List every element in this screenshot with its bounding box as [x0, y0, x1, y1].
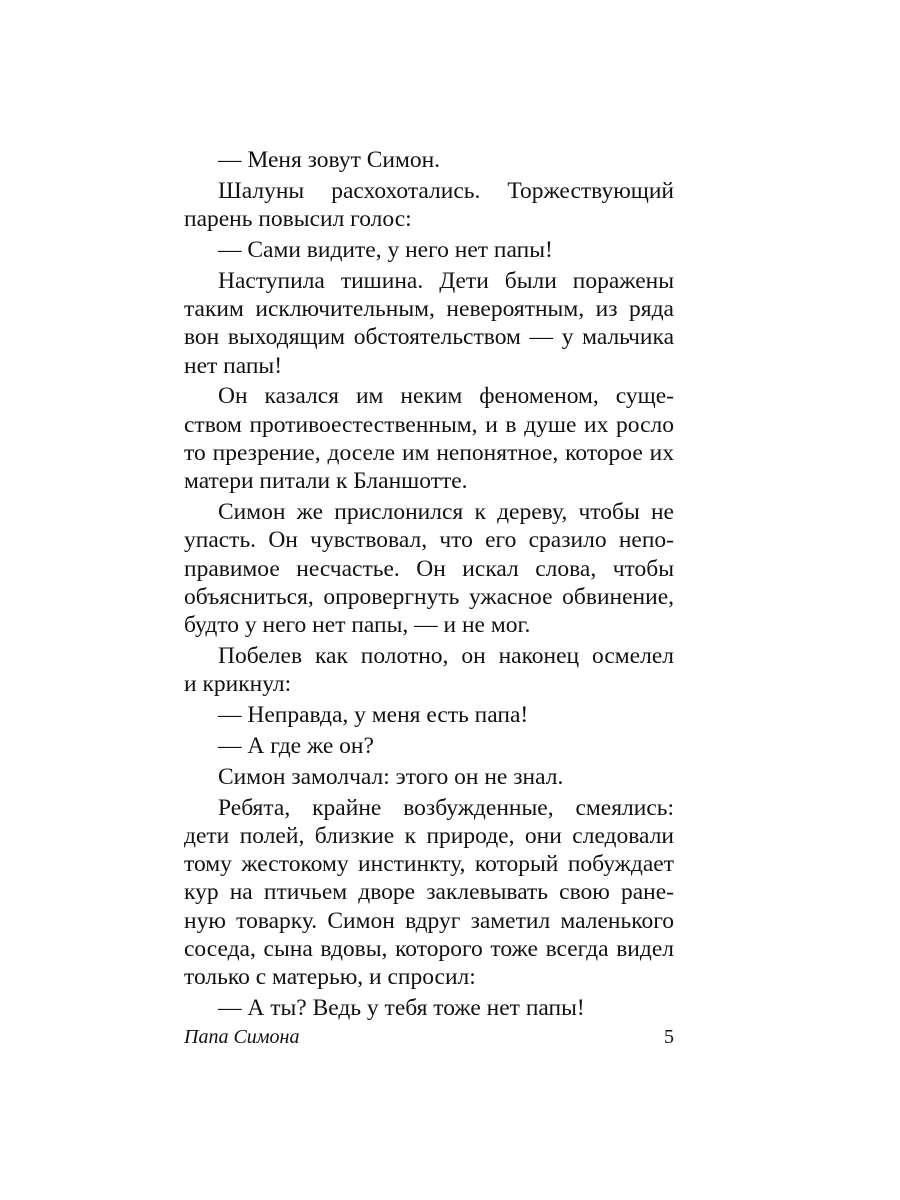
- text-line: ством противоестественным, и в душе их росло: [184, 411, 674, 438]
- text-line: будто у него нет папы, — и не мог.: [184, 612, 531, 639]
- text-line: — Неправда, у меня есть папа!: [218, 702, 529, 729]
- text-line: матери питали к Бланшотте.: [184, 468, 468, 495]
- text-line: парень повысил голос:: [184, 206, 412, 233]
- text-line: Шалуны расхохотались. Торжествующий: [218, 177, 674, 204]
- text-line: Он казался им неким феноменом, суще-: [218, 383, 674, 410]
- text-line: — Меня зовут Симон.: [218, 147, 441, 173]
- text-line: правимое несчастье. Он искал слова, чтобы: [184, 555, 674, 582]
- text-line: то презрение, доселе им непонятное, которое их: [184, 439, 674, 466]
- paragraph: [184, 382, 674, 495]
- text-line: кур на птичьем дворе заклевывать свою ране-: [184, 879, 674, 906]
- text-line: нет папы!: [184, 352, 283, 379]
- text-line: и крикнул:: [184, 671, 292, 698]
- text-line: соседа, сына вдовы, которого тоже всегда видел: [184, 936, 674, 963]
- text-line: упасть. Он чувствовал, что его сразило непо-: [184, 527, 674, 554]
- text-line: — А ты? Ведь у тебя тоже нет папы!: [218, 995, 585, 1022]
- paragraph: [184, 498, 674, 639]
- text-line: тому жестокому инстинкту, который побуждает: [184, 851, 674, 878]
- text-line: объясниться, опровергнуть ужасное обвинение,: [184, 583, 674, 610]
- paragraph: [184, 236, 674, 264]
- text-line: таким исключительным, невероятным, из ряда: [184, 295, 674, 322]
- paragraph: [184, 794, 674, 992]
- text-line: — А где же он?: [218, 732, 374, 759]
- text-line: Побелев как полотно, он наконец осмелел: [218, 643, 674, 670]
- page-footer: [184, 1024, 674, 1054]
- paragraph: [184, 146, 674, 174]
- text-line: — Сами видите, у него нет папы!: [218, 236, 553, 263]
- running-title: Папа Симона: [184, 1026, 300, 1048]
- page-number: 5: [664, 1026, 674, 1048]
- paragraph: [184, 994, 674, 1022]
- paragraph: [184, 701, 674, 729]
- text-line: ную товарку. Симон вдруг заметил маленького: [184, 907, 674, 934]
- text-line: дети полей, близкие к природе, они следовали: [184, 822, 674, 849]
- text-line: Наступила тишина. Дети были поражены: [218, 267, 674, 294]
- paragraph: [184, 177, 674, 234]
- paragraph: [184, 732, 674, 760]
- paragraph: [184, 763, 674, 791]
- text-line: Симон же прислонился к дереву, чтобы не: [218, 499, 674, 526]
- text-line: только с матерью, и спросил:: [184, 964, 476, 991]
- text-line: Симон замолчал: этого он не знал.: [218, 763, 564, 790]
- body-text: [184, 146, 674, 1025]
- paragraph: [184, 267, 674, 380]
- text-line: вон выходящим обстоятельством — у мальчика: [184, 324, 674, 351]
- paragraph: [184, 642, 674, 699]
- text-line: Ребята, крайне возбужденные, смеялись:: [218, 794, 674, 821]
